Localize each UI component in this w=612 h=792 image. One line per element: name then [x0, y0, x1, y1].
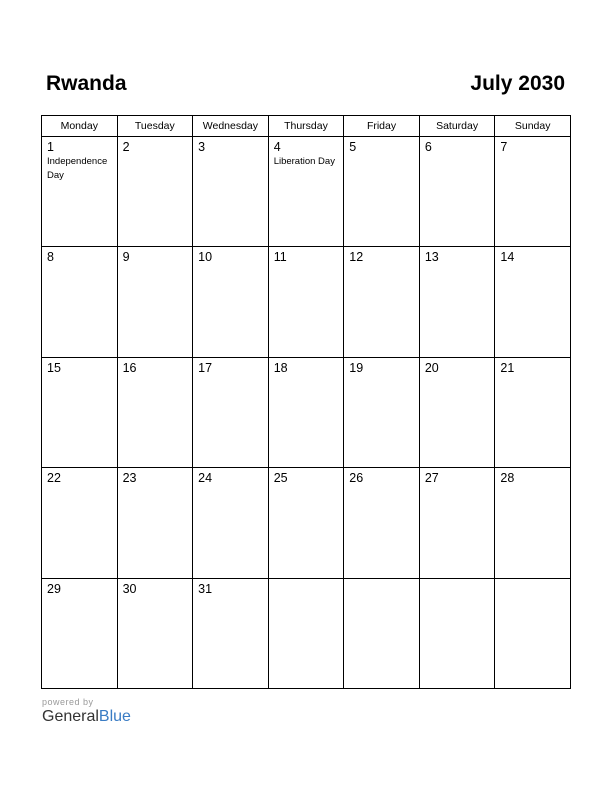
day-cell [42, 357, 118, 467]
day-cell [268, 137, 344, 247]
day-number [344, 579, 419, 582]
day-number: 23 [122, 471, 137, 486]
weekday-monday: Monday [42, 116, 118, 137]
day-cell [117, 468, 193, 578]
holiday-label: Liberation Day [273, 156, 335, 167]
calendar-weeks [42, 137, 571, 689]
day-number: 15 [47, 360, 61, 375]
day-number: 20 [424, 360, 439, 375]
day-number: 6 [424, 140, 432, 154]
footer-branding [42, 697, 131, 726]
day-number: 1 [47, 140, 54, 154]
day-number: 24 [198, 471, 213, 486]
weekday-thursday: Thursday [268, 116, 344, 137]
day-cell [344, 468, 420, 578]
week-row [42, 247, 571, 357]
day-number: 4 [273, 140, 281, 154]
day-number: 14 [500, 250, 515, 265]
day-cell [193, 578, 269, 688]
calendar-grid [41, 115, 571, 689]
day-cell [193, 468, 269, 578]
day-cell [419, 357, 495, 467]
day-cell [344, 247, 420, 357]
weekday-saturday: Saturday [419, 116, 495, 137]
day-cell [344, 578, 420, 688]
country-title: Rwanda [46, 72, 127, 95]
day-number: 26 [349, 471, 364, 486]
weekday-sunday: Sunday [495, 116, 571, 137]
day-cell [117, 578, 193, 688]
generalblue-logo [42, 708, 131, 726]
day-number: 2 [122, 140, 130, 154]
day-number: 16 [122, 360, 137, 375]
day-number: 30 [122, 581, 137, 596]
day-number: 17 [198, 360, 213, 375]
holiday-label: Independence Day [47, 156, 108, 181]
day-number: 22 [47, 471, 61, 486]
day-number: 5 [349, 140, 357, 154]
day-cell [268, 468, 344, 578]
day-cell [42, 137, 118, 247]
day-cell [495, 247, 571, 357]
month-title: July 2030 [470, 72, 565, 95]
day-number [269, 579, 344, 582]
week-row [42, 357, 571, 467]
day-cell [42, 247, 118, 357]
day-number: 12 [349, 250, 364, 265]
day-cell [495, 357, 571, 467]
calendar-header [41, 70, 571, 100]
day-cell [193, 357, 269, 467]
day-number: 10 [198, 250, 213, 265]
week-row [42, 468, 571, 578]
week-row [42, 137, 571, 247]
day-cell [42, 578, 118, 688]
day-number: 27 [424, 471, 439, 486]
day-cell [42, 468, 118, 578]
day-cell [193, 137, 269, 247]
weekday-tuesday: Tuesday [117, 116, 193, 137]
weekday-friday: Friday [344, 116, 420, 137]
day-number: 7 [500, 140, 508, 154]
day-number: 31 [198, 581, 213, 596]
weekday-wednesday: Wednesday [193, 116, 269, 137]
brand-blue: Blue [98, 708, 131, 725]
day-cell [268, 247, 344, 357]
day-number: 29 [47, 581, 61, 596]
day-cell [419, 247, 495, 357]
day-cell [117, 357, 193, 467]
week-row [42, 578, 571, 688]
day-cell [268, 578, 344, 688]
day-number: 18 [273, 360, 288, 375]
day-number: 28 [500, 471, 515, 486]
day-cell [344, 137, 420, 247]
day-cell [419, 578, 495, 688]
day-cell [268, 357, 344, 467]
day-number: 3 [198, 140, 206, 154]
day-number [495, 579, 570, 582]
brand-general: General [42, 708, 99, 725]
day-cell [495, 578, 571, 688]
day-cell [495, 468, 571, 578]
day-number: 19 [349, 360, 364, 375]
day-number: 25 [273, 471, 288, 486]
day-cell [495, 137, 571, 247]
day-number: 9 [122, 250, 130, 265]
day-number [420, 579, 495, 582]
day-cell [117, 247, 193, 357]
weekday-header-row [42, 116, 571, 137]
day-cell [344, 357, 420, 467]
day-number: 11 [273, 250, 287, 265]
day-number: 8 [47, 250, 54, 265]
day-cell [419, 468, 495, 578]
day-cell [419, 137, 495, 247]
day-cell [117, 137, 193, 247]
day-number: 21 [500, 360, 515, 375]
day-cell [193, 247, 269, 357]
powered-by-text: powered by [42, 697, 94, 707]
day-number: 13 [424, 250, 439, 265]
